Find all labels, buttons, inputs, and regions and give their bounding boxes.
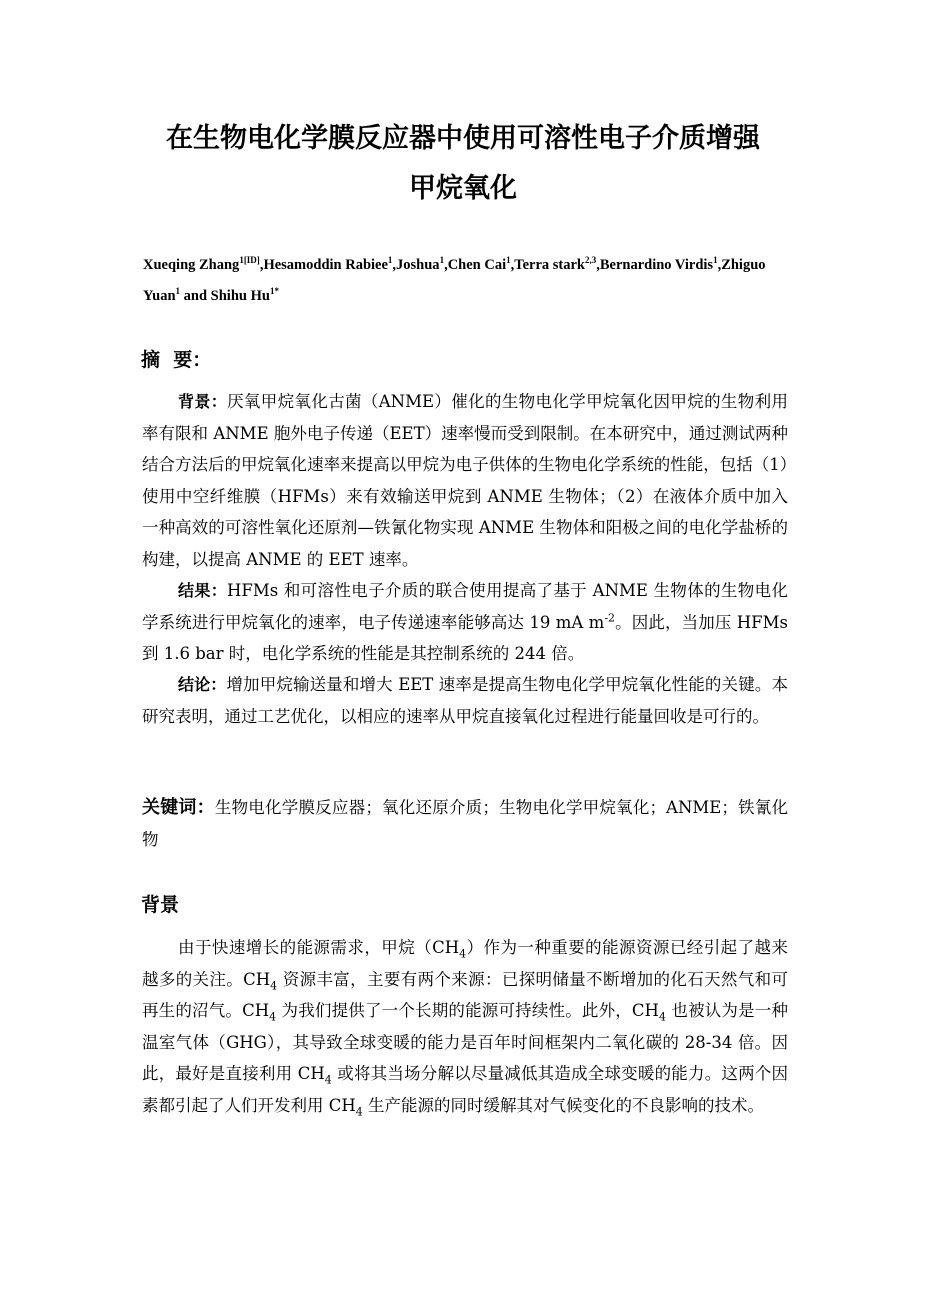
author-separator: , (717, 257, 722, 273)
author-name: Zhiguo Yuan (143, 257, 766, 304)
intro-text: ）作为一种重要的能源资源已经引起了越来越多的关注。CH (142, 938, 788, 989)
abstract-background (142, 386, 788, 575)
author-separator: , (444, 257, 448, 273)
keywords-label: 关键词： (142, 797, 215, 818)
intro-text: 或将其当场分解以尽量减低其造成全球变暖的能力。这两个因素都引起了人们开发利用 CH (142, 1064, 789, 1115)
subscript: 4 (355, 1104, 363, 1118)
author-separator: , (392, 257, 397, 273)
intro-text: 生产能源的同时缓解其对气候变化的不良影响的技术。 (362, 1095, 765, 1115)
author-separator: and (180, 288, 211, 304)
results-superscript: -2 (604, 611, 616, 624)
author-separator: , (259, 257, 264, 273)
author-name: Terra stark (514, 257, 585, 273)
subscript: 4 (269, 1010, 277, 1024)
author-separator: , (510, 257, 515, 273)
title-line-1: 在生物电化学膜反应器中使用可溶性电子介质增强 (166, 123, 760, 154)
paper-title (120, 114, 806, 214)
results-label: 结果： (178, 581, 228, 600)
intro-text: 资源丰富，主要有两个来源：已探明储量不断增加的化石天然气和可再生的沼气。CH (142, 969, 788, 1020)
title-line-2: 甲烷氧化 (409, 173, 517, 204)
author-affiliation: 1 (175, 286, 181, 297)
author-affiliation: 1* (269, 286, 279, 297)
author-affiliation: 1 (387, 255, 393, 266)
subscript: 4 (459, 947, 467, 961)
section-heading-background: 背景 (141, 894, 180, 916)
intro-text: 由于快速增长的能源需求，甲烷（CH (178, 938, 460, 957)
subscript: 4 (324, 1073, 332, 1087)
author-list (143, 250, 793, 312)
abstract-heading: 摘 要： (141, 349, 212, 371)
conclusion-label: 结论： (178, 675, 227, 694)
author-name: Hesamoddin Rabiee (263, 257, 388, 273)
intro-text: 也被认为是一种温室气体（GHG），其导致全球变暖的能力是百年时间框架内二氧化碳的 28-34 倍。因此，最好是直接利用 CH (142, 1001, 788, 1083)
keywords (142, 792, 788, 855)
abstract-results (142, 575, 788, 670)
author-name: Bernardino Virdis (599, 257, 714, 273)
results-text-a: HFMs 和可溶性电子介质的联合使用提高了基于 ANME 生物体的生物电化学系统进行甲烷氧化的速率，电子传递速率能够高达 19 mA m (142, 581, 788, 632)
subscript: 4 (658, 1010, 666, 1024)
author-affiliation: 1 (713, 255, 718, 266)
author-name: Xueqing Zhang (143, 257, 240, 273)
background-label: 背景： (178, 392, 228, 411)
conclusion-text: 增加甲烷输送量和增大 EET 速率是提高生物电化学甲烷氧化性能的关键。本研究表明，通过工艺优化，以相应的速率从甲烷直接氧化过程进行能量回收是可行的。 (142, 675, 788, 726)
author-affiliation: 1 (506, 255, 511, 266)
background-text: 厌氧甲烷氧化古菌（ANME）催化的生物电化学甲烷氧化因甲烷的生物利用率有限和 ANME 胞外电子传递（EET）速率慢而受到限制。在本研究中，通过测试两种结合方法后的甲烷氧化速率来提高以甲烷为电子供体的生物电化学系统的性能，包括（1）使用中空纤维膜（HFMs）来有效输送甲烷到 ANME 生物体；（2）在液体介质中加入一种高效的可溶性氧化还原剂—铁氰化物实现 ANME 生物体和阳极之间的电化学盐桥的构建，以提高 ANME 的 EET 速率。 (142, 392, 788, 569)
intro-text: 为我们提供了一个长期的能源可持续性。此外，CH (276, 1001, 659, 1020)
author-affiliation: 1[ID] (239, 255, 260, 266)
author-affiliation: 2,3 (584, 255, 597, 266)
author-affiliation: 1 (439, 255, 445, 266)
author-name: Shihu Hu (210, 288, 270, 304)
author-name: Chen Cai (447, 257, 507, 273)
abstract-conclusion (142, 669, 788, 732)
intro-paragraph (142, 932, 788, 1121)
keywords-text: 生物电化学膜反应器；氧化还原介质；生物电化学甲烷氧化；ANME；铁氰化物 (142, 798, 788, 849)
results-text-b: 。因此，当加压 HFMs 到 1.6 bar 时，电化学系统的性能是其控制系统的 244 倍。 (142, 612, 788, 663)
subscript: 4 (270, 978, 278, 992)
author-separator: , (596, 257, 600, 273)
author-name: Joshua (396, 257, 440, 273)
